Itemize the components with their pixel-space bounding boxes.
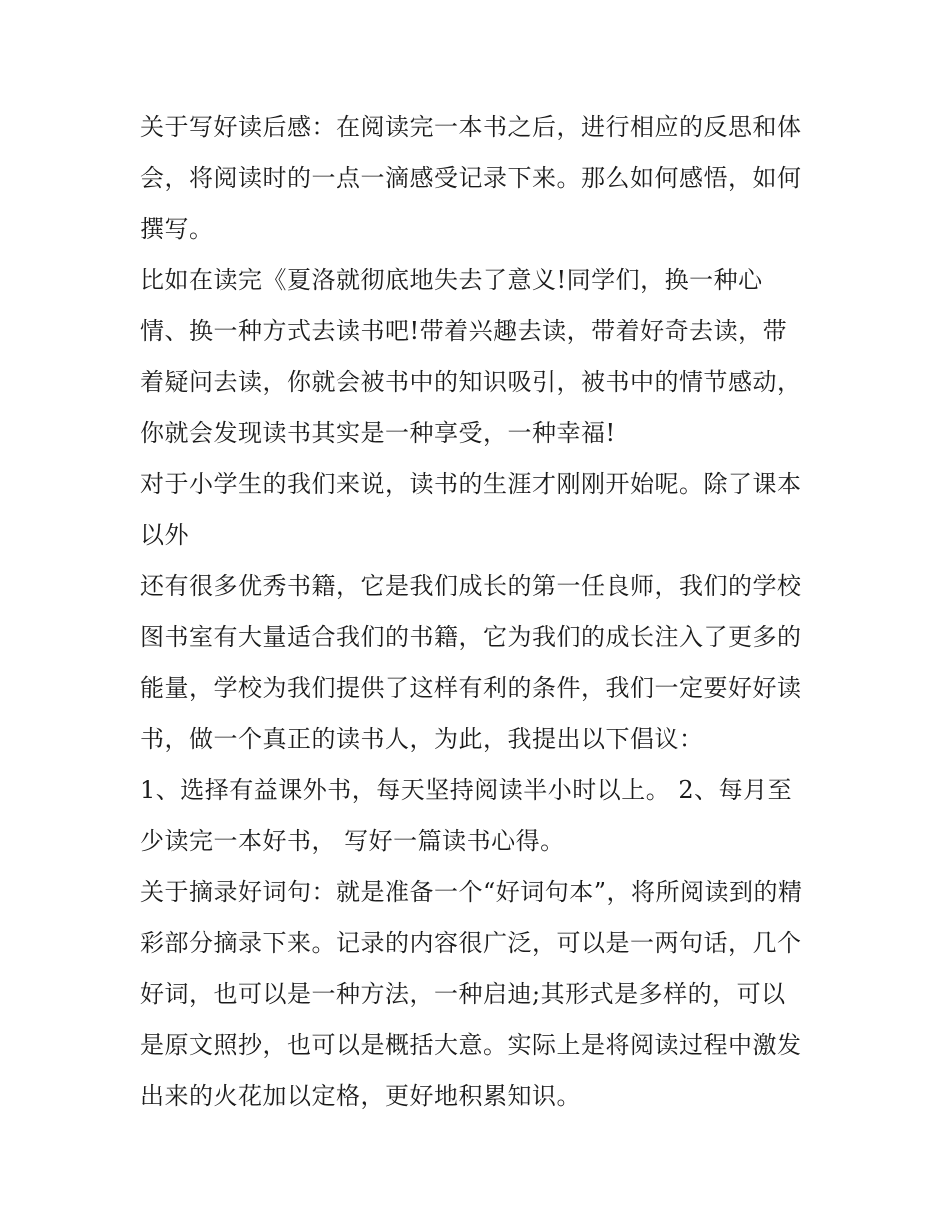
text-line: 你就会发现读书其实是一种享受，一种幸福! (140, 419, 616, 447)
text-line: 图书室有大量适合我们的书籍，它为我们的成长注入了更多的 (140, 623, 802, 651)
text-line: 会，将阅读时的一点一滴感受记录下来。那么如何感悟，如何 (140, 164, 802, 192)
text-line: 比如在读完《夏洛就彻底地失去了意义!同学们，换一种心 (140, 266, 763, 294)
text-line: 少读完一本好书， 写好一篇读书心得。 (140, 827, 565, 855)
text-line: 撰写。 (140, 215, 214, 243)
text-line: 能量，学校为我们提供了这样有利的条件，我们一定要好好读 (140, 674, 802, 702)
text-line: 以外 (140, 521, 189, 549)
text-line: 好词，也可以是一种方法，一种启迪;其形式是多样的，可以 (140, 980, 786, 1008)
text-line: 情、换一种方式去读书吧!带着兴趣去读，带着好奇去读，带 (140, 317, 788, 345)
text-line: 着疑问去读，你就会被书中的知识吸引，被书中的情节感动， (140, 368, 802, 396)
text-line: 彩部分摘录下来。记录的内容很广泛，可以是一两句话，几个 (140, 929, 802, 957)
text-line: 出来的火花加以定格，更好地积累知识。 (140, 1082, 581, 1110)
text-line: 是原文照抄，也可以是概括大意。实际上是将阅读过程中激发 (140, 1031, 802, 1059)
text-line: 书，做一个真正的读书人，为此，我提出以下倡议： (140, 725, 704, 753)
text-line: 关于摘录好词句：就是准备一个“好词句本”，将所阅读到的精 (140, 878, 803, 906)
text-line: 关于写好读后感：在阅读完一本书之后，进行相应的反思和体 (140, 113, 802, 141)
document-body (140, 102, 820, 1122)
text-line: 对于小学生的我们来说，读书的生涯才刚刚开始呢。除了课本 (140, 470, 802, 498)
text-line: 1、选择有益课外书，每天坚持阅读半小时以上。 2、每月至 (140, 776, 793, 804)
text-line: 还有很多优秀书籍，它是我们成长的第一任良师，我们的学校 (140, 572, 802, 600)
